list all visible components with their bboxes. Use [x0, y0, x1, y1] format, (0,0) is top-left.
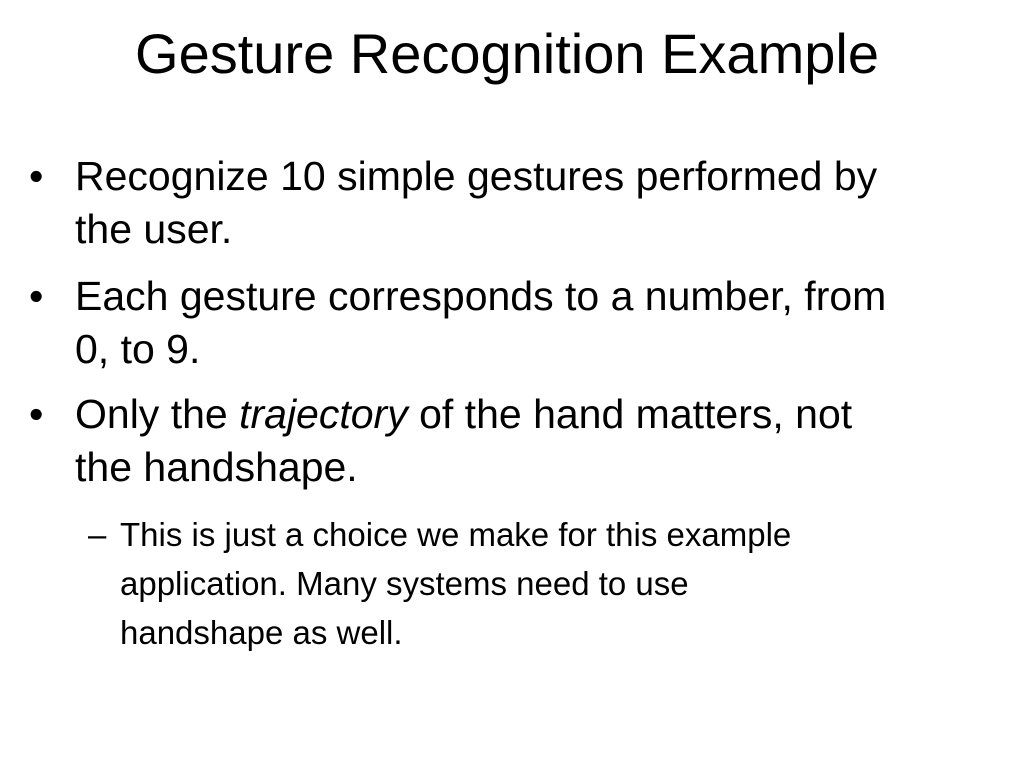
bullet-text — [75, 270, 995, 376]
sub-bullet-text — [120, 510, 960, 657]
slide-title: Gesture Recognition Example — [135, 22, 879, 85]
bullet-text — [75, 388, 995, 494]
bullet-text-line: Each gesture corresponds to a number, from — [75, 273, 887, 319]
bullet-text — [75, 150, 995, 256]
bullet-dot-icon: • — [29, 273, 44, 319]
bullet-dot-icon: • — [29, 391, 44, 437]
sub-bullet-text-line: This is just a choice we make for this example — [120, 516, 792, 553]
bullet-text-line: the user. — [75, 206, 233, 252]
bullet-text-line: the handshape. — [75, 444, 358, 490]
emphasized-word: trajectory — [239, 391, 408, 437]
bullet-text-line: 0, to 9. — [75, 326, 201, 372]
sub-bullet-text-line: application. Many systems need to use — [120, 565, 689, 602]
bullet-dot-icon: • — [29, 153, 44, 199]
dash-icon: – — [88, 516, 107, 553]
bullet-text-segment: Only the — [75, 391, 240, 437]
bullet-text-line: Recognize 10 simple gestures performed by — [75, 153, 878, 199]
sub-bullet-text-line: handshape as well. — [120, 614, 403, 651]
bullet-text-segment: of the hand matters, not — [407, 391, 853, 437]
